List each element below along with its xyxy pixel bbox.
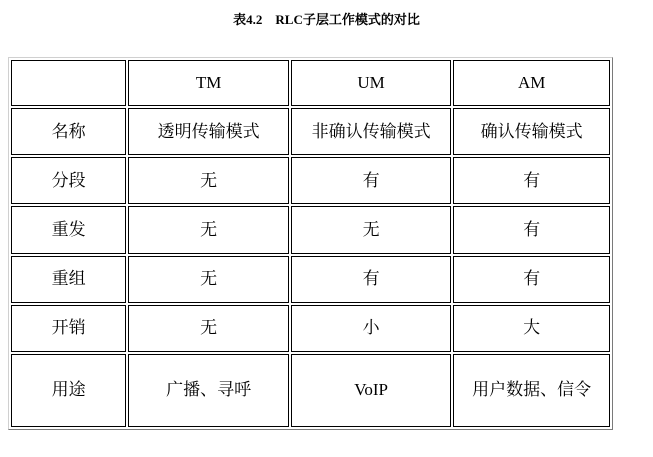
cell-tm: 广播、寻呼 — [128, 354, 289, 427]
cell-am: 有 — [453, 256, 610, 303]
cell-am: 有 — [453, 206, 610, 253]
header-cell-empty — [11, 60, 126, 106]
table-row-overhead — [11, 305, 610, 352]
table-row-segmentation — [11, 157, 610, 204]
row-label: 用途 — [11, 354, 126, 427]
cell-um: 有 — [291, 157, 452, 204]
cell-am: 有 — [453, 157, 610, 204]
cell-am: 用户数据、信令 — [453, 354, 610, 427]
table-caption: 表4.2 RLC子层工作模式的对比 — [233, 12, 420, 27]
row-label: 重组 — [11, 256, 126, 303]
cell-am: 大 — [453, 305, 610, 352]
cell-um: 小 — [291, 305, 452, 352]
table-row-retransmission — [11, 206, 610, 253]
table-row-name — [11, 108, 610, 155]
row-label: 名称 — [11, 108, 126, 155]
table-row-reassembly — [11, 256, 610, 303]
cell-tm: 透明传输模式 — [128, 108, 289, 155]
row-label: 分段 — [11, 157, 126, 204]
header-cell-tm: TM — [128, 60, 289, 106]
row-label: 开销 — [11, 305, 126, 352]
cell-am: 确认传输模式 — [453, 108, 610, 155]
cell-tm: 无 — [128, 157, 289, 204]
cell-tm: 无 — [128, 305, 289, 352]
header-cell-um: UM — [291, 60, 452, 106]
cell-um: 有 — [291, 256, 452, 303]
table-header-row — [11, 60, 610, 106]
cell-um: 无 — [291, 206, 452, 253]
table-row-usage — [11, 354, 610, 427]
header-cell-am: AM — [453, 60, 610, 106]
cell-um: VoIP — [291, 354, 452, 427]
cell-um: 非确认传输模式 — [291, 108, 452, 155]
row-label: 重发 — [11, 206, 126, 253]
cell-tm: 无 — [128, 206, 289, 253]
cell-tm: 无 — [128, 256, 289, 303]
rlc-mode-comparison-table — [8, 57, 613, 430]
